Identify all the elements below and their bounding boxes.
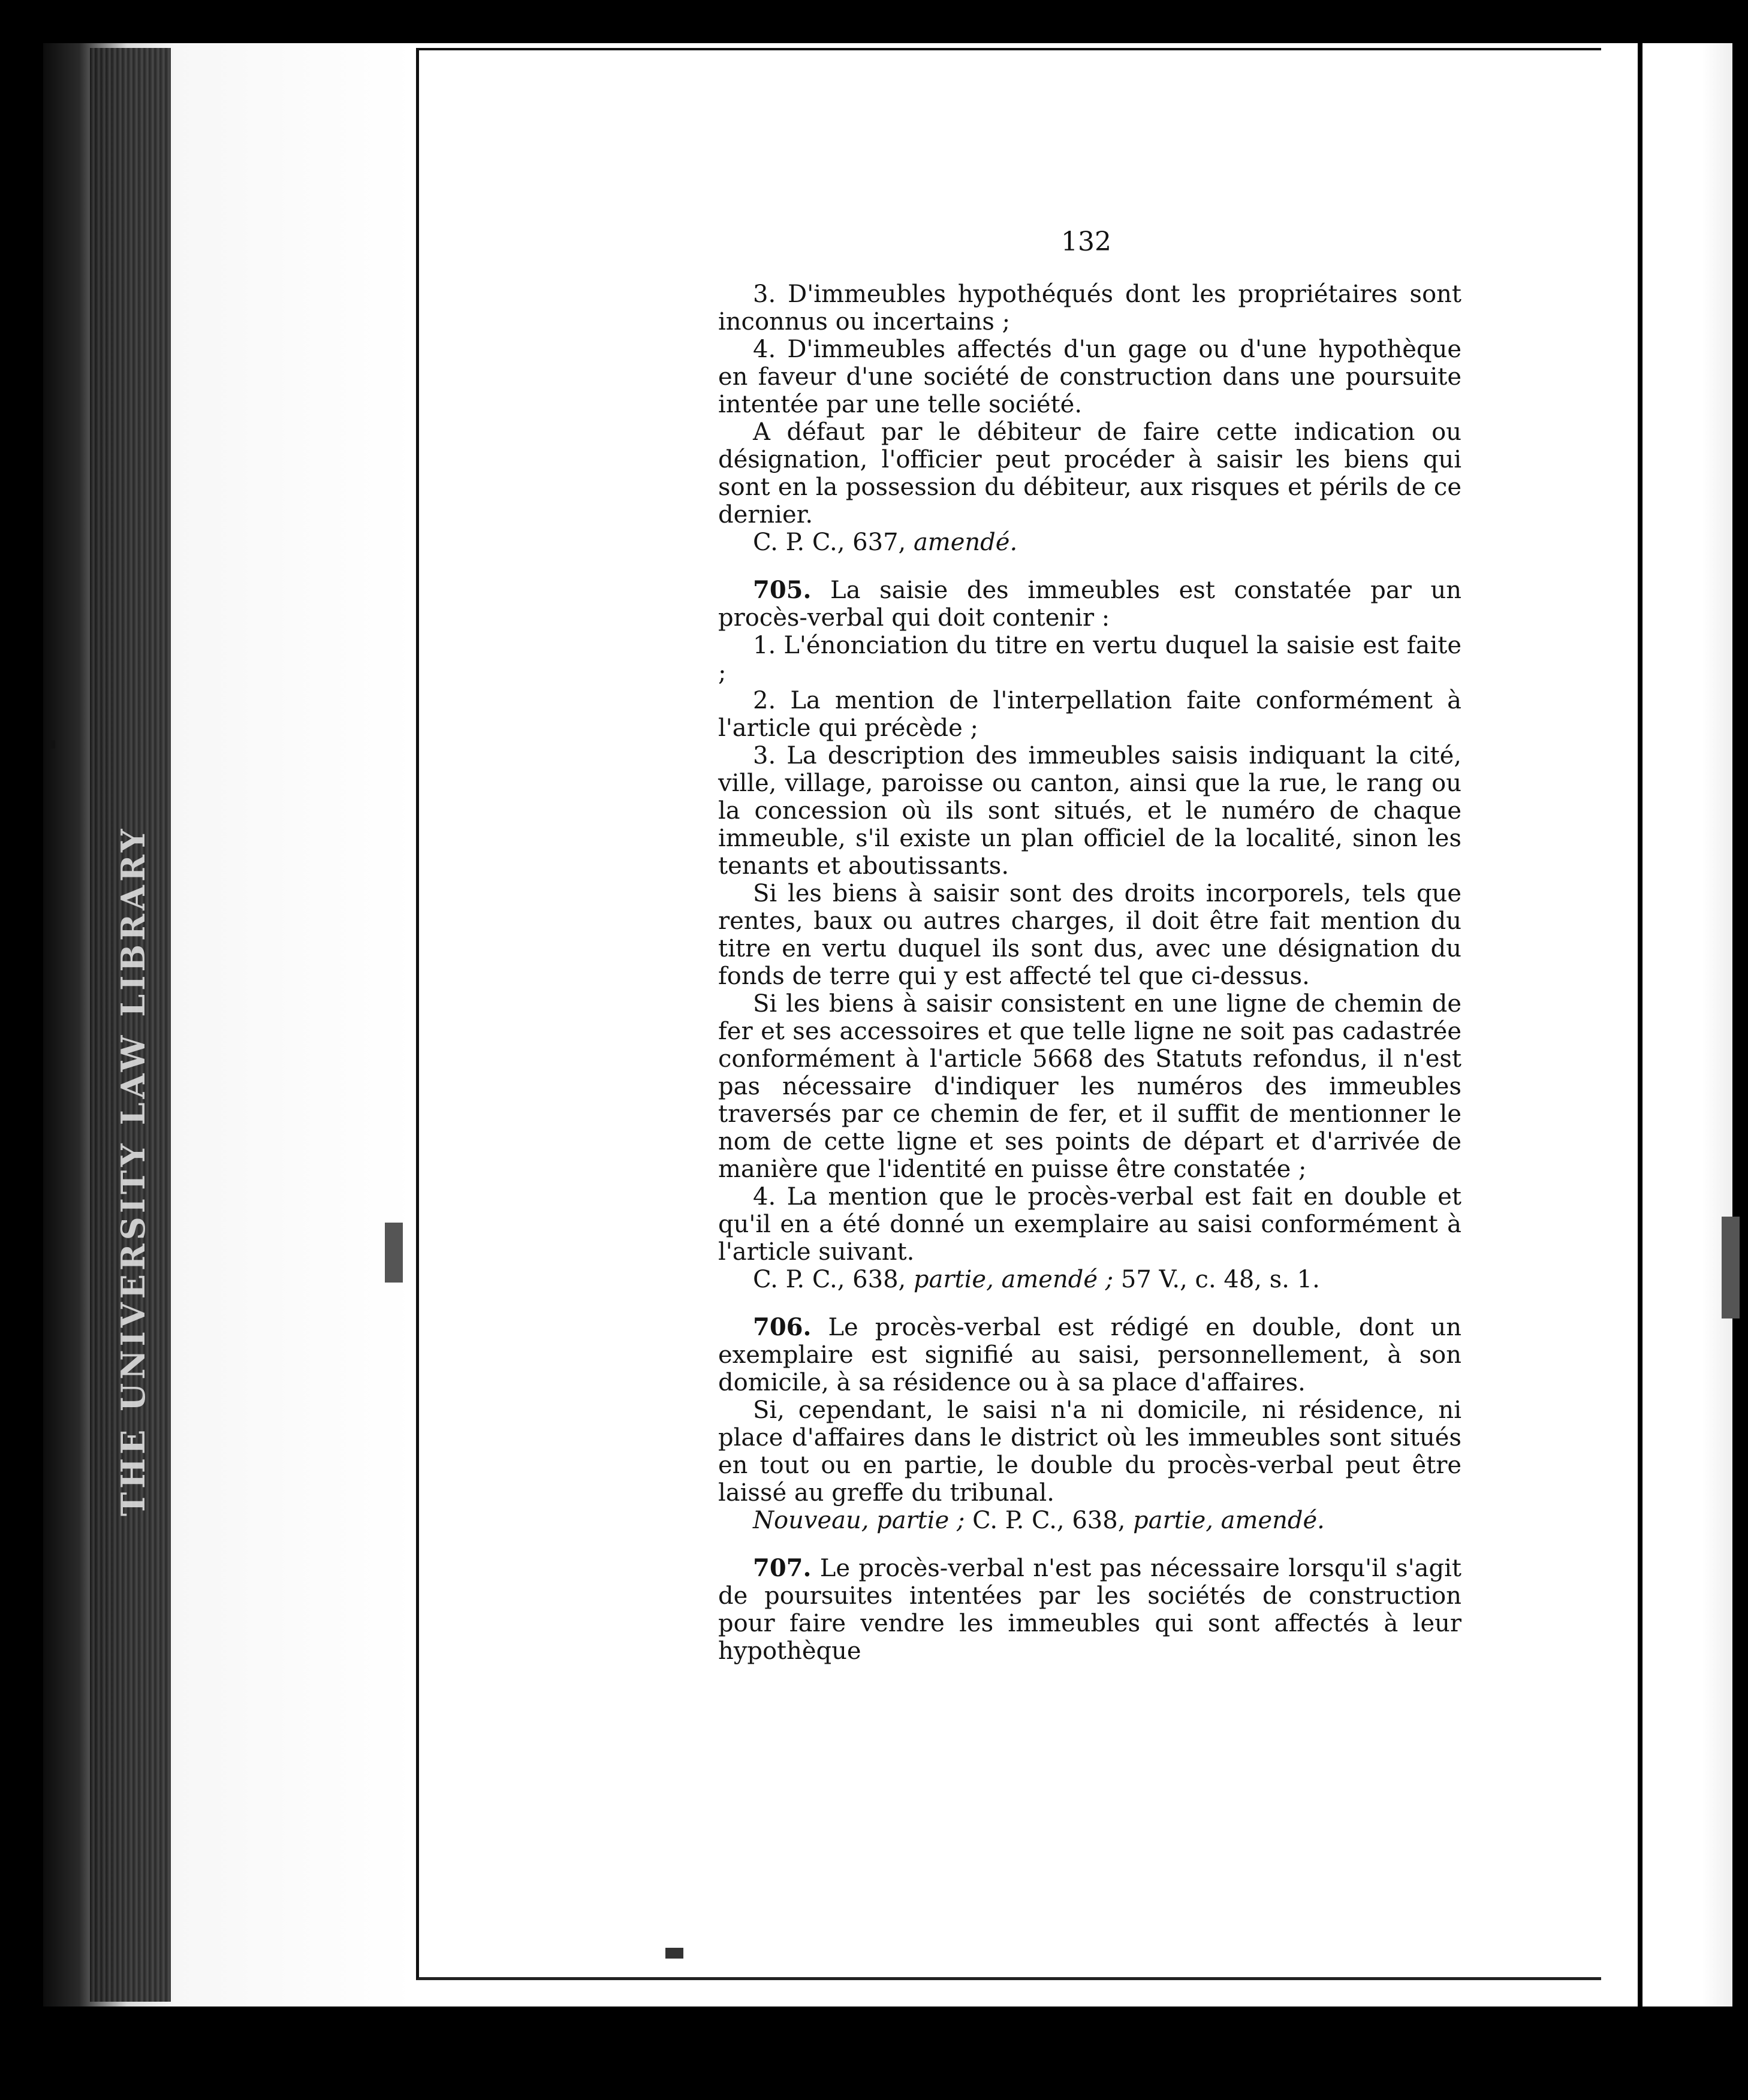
- scan-speck: [1722, 1217, 1740, 1318]
- paragraph: 1. L'énonciation du titre en vertu duquel la saisie est faite ;: [718, 632, 1461, 687]
- citation-tail: 57 V., c. 48, s. 1.: [1113, 1266, 1320, 1293]
- article-705: [718, 577, 1461, 632]
- article-706: [718, 1314, 1461, 1396]
- citation-ref: C. P. C., 638,: [965, 1507, 1134, 1534]
- page-body: [718, 280, 1461, 1665]
- paragraph: Si, cependant, le saisi n'a ni domicile, ni résidence, ni place d'affaires dans le district où les immeubles sont situés en tout ou en partie, le double du procès-verbal peut être laissé au greffe du tribunal.: [718, 1396, 1461, 1507]
- scan-speck: [665, 1948, 683, 1959]
- paragraph: Si les biens à saisir consistent en une ligne de chemin de fer et ses accessoires et que telle ligne ne soit pas cadastrée conformément à l'article 5668 des Statuts refondus, il n'est pas nécessaire d'indiquer les numéros des immeubles traversés par ce chemin de fer, et il suffit de mentionner le nom de cette ligne et ses points de départ et d'arrivée de manière que l'identité en puisse être constatée ;: [718, 990, 1461, 1183]
- article-text: La saisie des immeubles est constatée par un procès-verbal qui doit contenir :: [718, 577, 1461, 632]
- article-number: 706.: [753, 1313, 812, 1341]
- citation: [718, 1266, 1461, 1293]
- article-number: 707.: [753, 1554, 812, 1582]
- citation-ref: C. P. C., 637,: [753, 529, 914, 556]
- citation-ref: C. P. C., 638,: [753, 1266, 914, 1293]
- article-number: 705.: [753, 576, 812, 604]
- citation-note: Nouveau, partie ;: [753, 1507, 965, 1534]
- citation: [718, 529, 1461, 556]
- paragraph: 4. La mention que le procès-verbal est fait en double et qu'il en a été donné un exemplaire au saisi conformément à l'article suivant.: [718, 1183, 1461, 1266]
- citation: [718, 1507, 1461, 1534]
- page-number: 132: [1061, 227, 1111, 257]
- scan-speck: [385, 1223, 403, 1283]
- paragraph: 3. D'immeubles hypothéqués dont les propriétaires sont inconnus ou incertains ;: [718, 280, 1461, 336]
- article-707: [718, 1555, 1461, 1665]
- paragraph: A défaut par le débiteur de faire cette indication ou désignation, l'officier peut procéder à saisir les biens qui sont en la possession du débiteur, aux risques et périls de ce dernier.: [718, 418, 1461, 529]
- spine-stamp: THE UNIVERSITY LAW LIBRARY: [114, 825, 152, 1516]
- citation-note: amendé.: [913, 529, 1018, 556]
- article-text: Le procès-verbal n'est pas nécessaire lorsqu'il s'agit de poursuites intentées par les sociétés de construction pour faire vendre les immeubles qui sont affectés à leur hypothèque: [718, 1555, 1461, 1665]
- paragraph: 2. La mention de l'interpellation faite conformément à l'article qui précède ;: [718, 687, 1461, 742]
- scan-speck: [49, 740, 55, 749]
- paragraph: Si les biens à saisir sont des droits incorporels, tels que rentes, baux ou autres charges, il doit être fait mention du titre en vertu duquel ils sont dus, avec une désignation du fonds de terre qui y est affecté tel que ci-dessus.: [718, 880, 1461, 990]
- citation-note: partie, amendé ;: [913, 1266, 1114, 1293]
- paragraph: 3. La description des immeubles saisis indiquant la cité, ville, village, paroisse ou canton, ainsi que la rue, le rang ou la concession où ils sont situés, et le numéro de chaque immeuble, s'il existe un plan officiel de la localité, sinon les tenants et aboutissants.: [718, 742, 1461, 880]
- citation-note: partie, amendé.: [1133, 1507, 1325, 1534]
- facing-page-right: [1642, 43, 1732, 2007]
- paragraph: 4. D'immeubles affectés d'un gage ou d'une hypothèque en faveur d'une société de construction dans une poursuite intentée par une telle société.: [718, 336, 1461, 418]
- article-text: Le procès-verbal est rédigé en double, dont un exemplaire est signifié au saisi, personnellement, à son domicile, à sa résidence ou à sa place d'affaires.: [718, 1314, 1461, 1396]
